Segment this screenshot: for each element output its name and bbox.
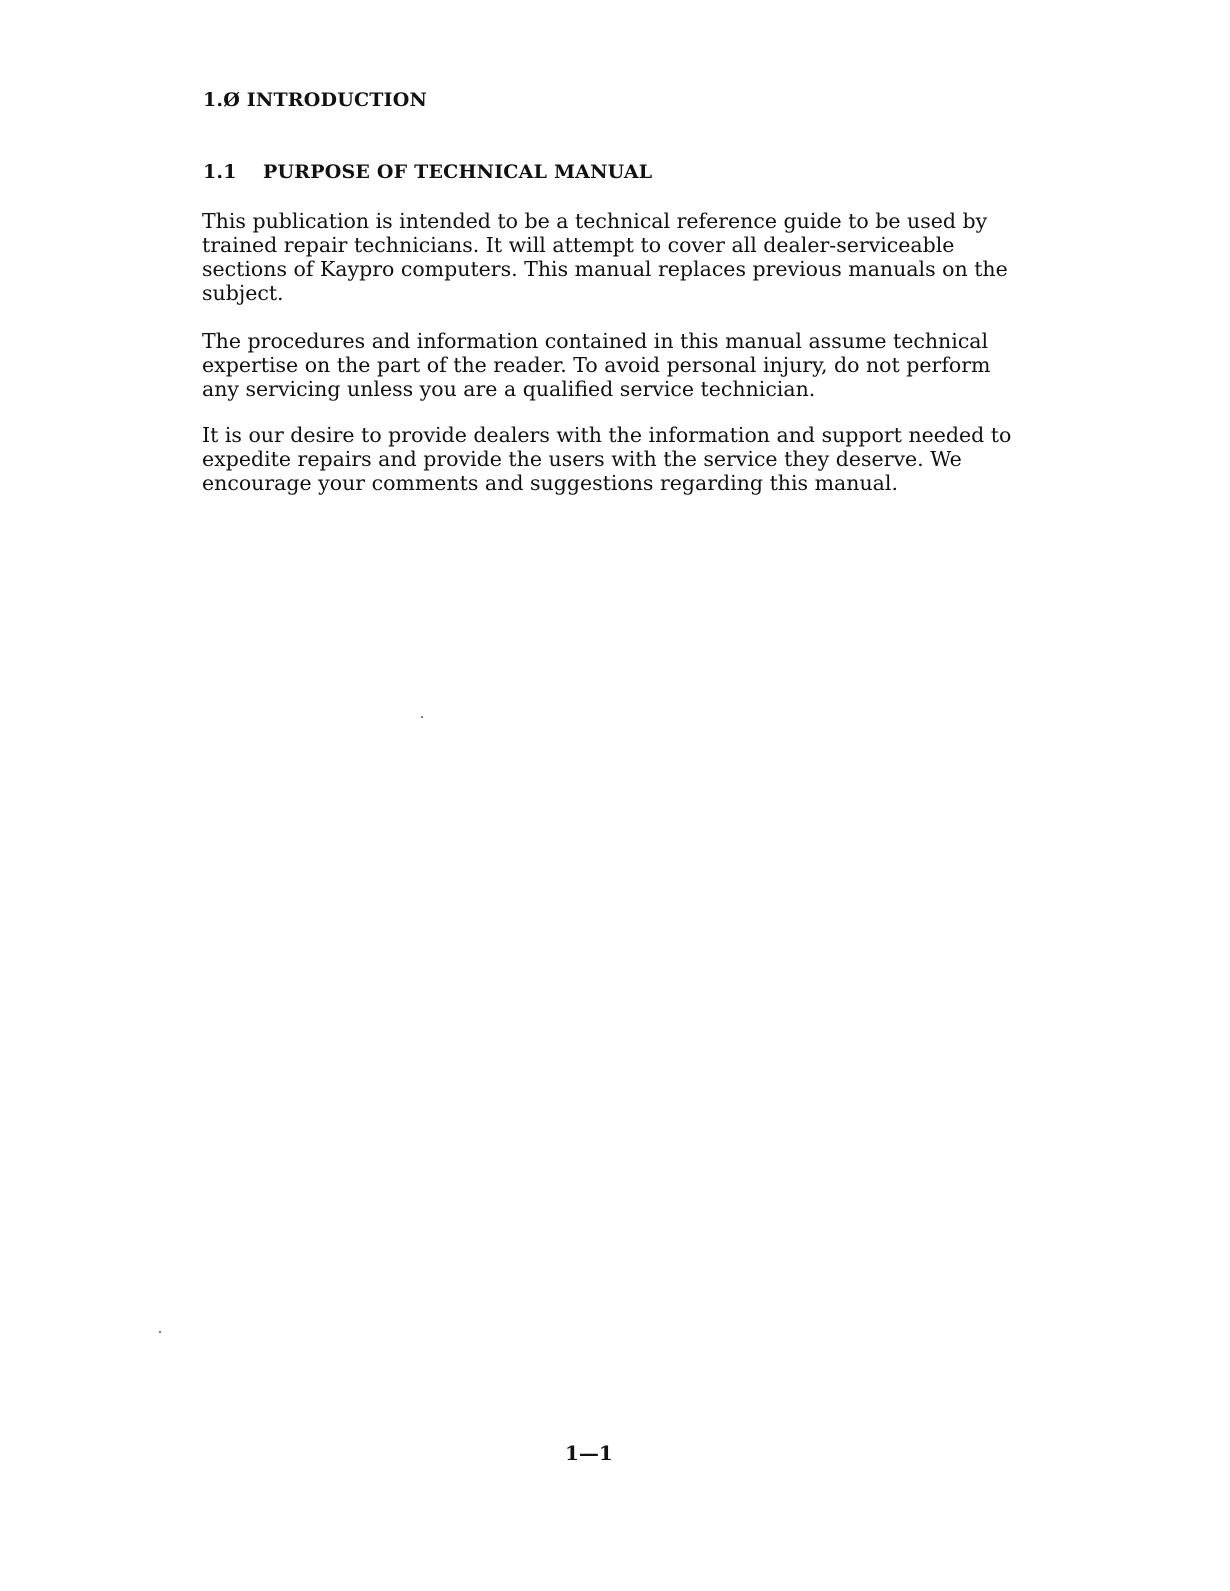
subsection-title: PURPOSE OF TECHNICAL MANUAL (263, 161, 653, 183)
paragraph-line: trained repair technicians. It will attempt to cover all dealer-serviceable (202, 233, 955, 257)
paragraph-support (202, 423, 1162, 495)
page-number: 1—1 (565, 1441, 613, 1465)
paragraph-safety (202, 329, 1162, 401)
paragraph-line: encourage your comments and suggestions regarding this manual. (202, 471, 898, 495)
paragraph-line: expertise on the part of the reader. To avoid personal injury, do not perform (202, 353, 991, 377)
scan-speck (421, 716, 423, 718)
paragraph-line: sections of Kaypro computers. This manual replaces previous manuals on the (202, 257, 1008, 281)
subsection-number: 1.1 (203, 161, 237, 183)
paragraph-purpose (202, 209, 1162, 305)
subsection-heading (203, 161, 652, 183)
paragraph-line: This publication is intended to be a technical reference guide to be used by (202, 209, 988, 233)
paragraph-line: subject. (202, 281, 284, 305)
section-heading: 1.Ø INTRODUCTION (203, 89, 428, 111)
paragraph-line: expedite repairs and provide the users with the service they deserve. We (202, 447, 962, 471)
paragraph-line: any servicing unless you are a qualified service technician. (202, 377, 816, 401)
paragraph-line: It is our desire to provide dealers with the information and support needed to (202, 423, 1012, 447)
scan-speck (159, 1331, 161, 1333)
paragraph-line: The procedures and information contained in this manual assume technical (202, 329, 989, 353)
